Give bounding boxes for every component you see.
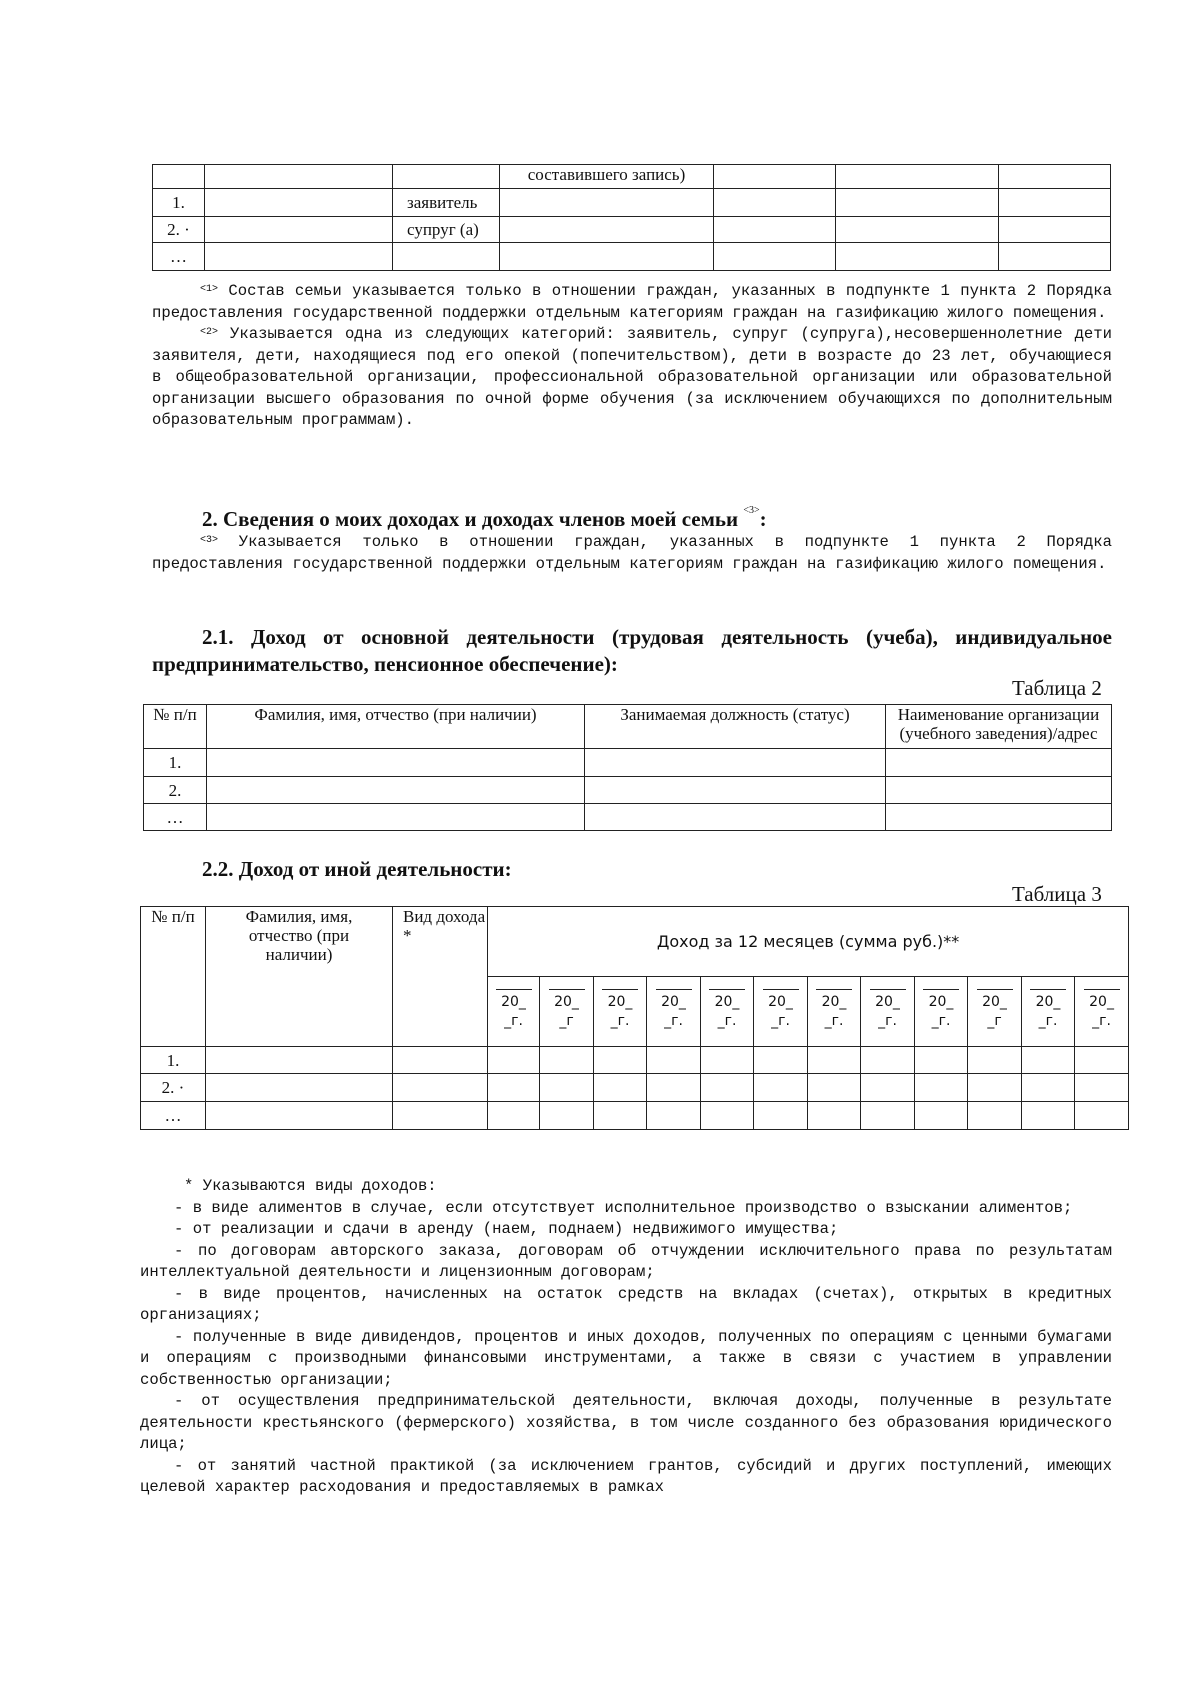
family-header-cell: составившего запись) bbox=[500, 165, 714, 189]
note-item: - в виде процентов, начисленных на остаток средств на вкладах (счетах), открытых в кредитных организациях; bbox=[140, 1284, 1112, 1324]
header-organization: Наименование организации (учебного заведения)/адрес bbox=[886, 705, 1112, 749]
table-row bbox=[144, 804, 1112, 831]
table-row bbox=[141, 1074, 1129, 1102]
row-number: … bbox=[141, 1102, 206, 1130]
month-label: 20_ _г. bbox=[821, 994, 847, 1029]
footnote-text: Указывается только в отношении граждан, указанных в подпункте 1 пункта 2 Порядка предоставления государственной поддержки отдельным категориям граждан на газификацию жилого помещения. bbox=[152, 533, 1113, 573]
footnotes-1-2 bbox=[152, 281, 1112, 432]
header-num: № п/п bbox=[144, 705, 207, 749]
month-label: 20_ _г bbox=[982, 994, 1007, 1029]
footnote-2 bbox=[152, 324, 1112, 432]
month-cell bbox=[1022, 977, 1075, 1047]
notes-intro: * Указываются виды доходов: bbox=[184, 1177, 437, 1195]
row-number: … bbox=[144, 804, 207, 831]
month-cell bbox=[594, 977, 647, 1047]
header-income-12-months: Доход за 12 месяцев (сумма руб.)** bbox=[488, 907, 1129, 977]
month-cell bbox=[808, 977, 861, 1047]
month-label: 20_ _г. bbox=[1089, 994, 1114, 1029]
row-number: 1. bbox=[153, 189, 205, 217]
table-row bbox=[153, 189, 1111, 217]
row-number: 2. · bbox=[153, 217, 205, 243]
table-row bbox=[144, 749, 1112, 777]
table-row bbox=[153, 217, 1111, 243]
note-item: - от занятий частной практикой (за исключением грантов, субсидий и других поступлений, имеющих целевой характер расходования и предоставляемых в рамках bbox=[140, 1456, 1112, 1496]
month-label: 20_ _г. bbox=[1035, 994, 1061, 1029]
month-label: 20_ _г. bbox=[661, 994, 686, 1029]
note-item: - полученные в виде дивидендов, процентов и иных доходов, полученных по операциям с ценными бумагами и операциям с производными финансовыми инструментами, а также в связи с участием в управлении собственностью организации; bbox=[140, 1327, 1112, 1389]
table-2-caption: Таблица 2 bbox=[1012, 676, 1102, 700]
row-number: 2. bbox=[144, 777, 207, 804]
month-label: 20_ _г bbox=[554, 994, 579, 1029]
table-row bbox=[141, 1102, 1129, 1130]
note-item: - от осуществления предпринимательской деятельности, включая доходы, полученные в результате деятельности крестьянского (фермерского) хозяйства, в том числе созданного без образования юридического лица; bbox=[140, 1392, 1112, 1453]
header-position: Занимаемая должность (статус) bbox=[585, 705, 886, 749]
footnote-mark: <2> bbox=[200, 327, 219, 338]
section-2-1-title: 2.1. Доход от основной деятельности (трудовая деятельность (учеба), индивидуальное предпринимательство, пенсионное обеспечение): bbox=[152, 625, 1112, 676]
month-label: 20_ _г. bbox=[607, 994, 633, 1029]
row-number: 2. · bbox=[141, 1074, 206, 1102]
month-label: 20_ _г. bbox=[875, 994, 900, 1029]
income-other-table bbox=[140, 906, 1129, 1130]
footnote-1 bbox=[152, 281, 1112, 324]
header-name: Фамилия, имя, отчество (при наличии) bbox=[207, 705, 585, 749]
footnote-mark: <3> bbox=[743, 505, 760, 516]
month-cell bbox=[754, 977, 808, 1047]
month-cell bbox=[968, 977, 1022, 1047]
table-row bbox=[153, 243, 1111, 271]
relation-cell: заявитель bbox=[393, 189, 500, 217]
row-number: … bbox=[153, 243, 205, 271]
month-cell bbox=[915, 977, 968, 1047]
section-2-2-title: 2.2. Доход от иной деятельности: bbox=[202, 857, 512, 881]
relation-cell bbox=[393, 243, 500, 271]
table-3-caption: Таблица 3 bbox=[1012, 882, 1102, 906]
month-cell bbox=[701, 977, 754, 1047]
footnote-3 bbox=[152, 532, 1112, 575]
month-label: 20_ _г. bbox=[928, 994, 954, 1029]
relation-cell: супруг (а) bbox=[393, 217, 500, 243]
note-item: - от реализации и сдачи в аренду (наем, поднаем) недвижимого имущества; bbox=[174, 1220, 839, 1238]
family-table bbox=[152, 164, 1111, 271]
header-kind: Вид дохода * bbox=[393, 907, 488, 1047]
month-cell bbox=[1075, 977, 1129, 1047]
month-cell bbox=[540, 977, 594, 1047]
month-label: 20_ _г. bbox=[714, 994, 740, 1029]
month-cell bbox=[488, 977, 540, 1047]
row-number: 1. bbox=[144, 749, 207, 777]
row-number: 1. bbox=[141, 1047, 206, 1074]
month-label: 20_ _г. bbox=[501, 994, 526, 1029]
month-cell bbox=[861, 977, 915, 1047]
footnote-text: Состав семьи указывается только в отношении граждан, указанных в подпункте 1 пункта 2 Порядка предоставления государственной поддержки отдельным категориям граждан на газификацию жилого помещения. bbox=[152, 282, 1112, 322]
table-row bbox=[141, 1047, 1129, 1074]
income-main-table bbox=[143, 704, 1112, 831]
footnote-mark: <3> bbox=[200, 535, 219, 546]
section-2-title: 2. Сведения о моих доходах и доходах членов моей семьи $^{<3>}$: bbox=[202, 505, 767, 531]
table-row bbox=[144, 777, 1112, 804]
month-label: 20_ _г. bbox=[768, 994, 793, 1029]
header-num: № п/п bbox=[141, 907, 206, 1047]
footnote-mark: <1> bbox=[200, 284, 219, 295]
note-item: - по договорам авторского заказа, договорам об отчуждении исключительного права по результатам интеллектуальной деятельности и лицензионным договорам; bbox=[140, 1241, 1112, 1281]
footnote-text: Указывается одна из следующих категорий: заявитель, супруг (супруга),несовершеннолетние дети заявителя, дети, находящиеся под его опекой (попечительством), дети в возрасте до 23 лет, обучающиеся в общеобразовательной организации, профессиональной образовательной организации или образовательной организации высшего образования по очной форме обучения (за исключением обучающихся по дополнительным образовательным программам). bbox=[152, 325, 1113, 429]
month-cell bbox=[647, 977, 701, 1047]
income-types-notes bbox=[140, 1176, 1112, 1499]
header-name: Фамилия, имя, отчество (при наличии) bbox=[206, 907, 393, 1047]
note-item: - в виде алиментов в случае, если отсутствует исполнительное производство о взыскании алиментов; bbox=[174, 1198, 1073, 1217]
